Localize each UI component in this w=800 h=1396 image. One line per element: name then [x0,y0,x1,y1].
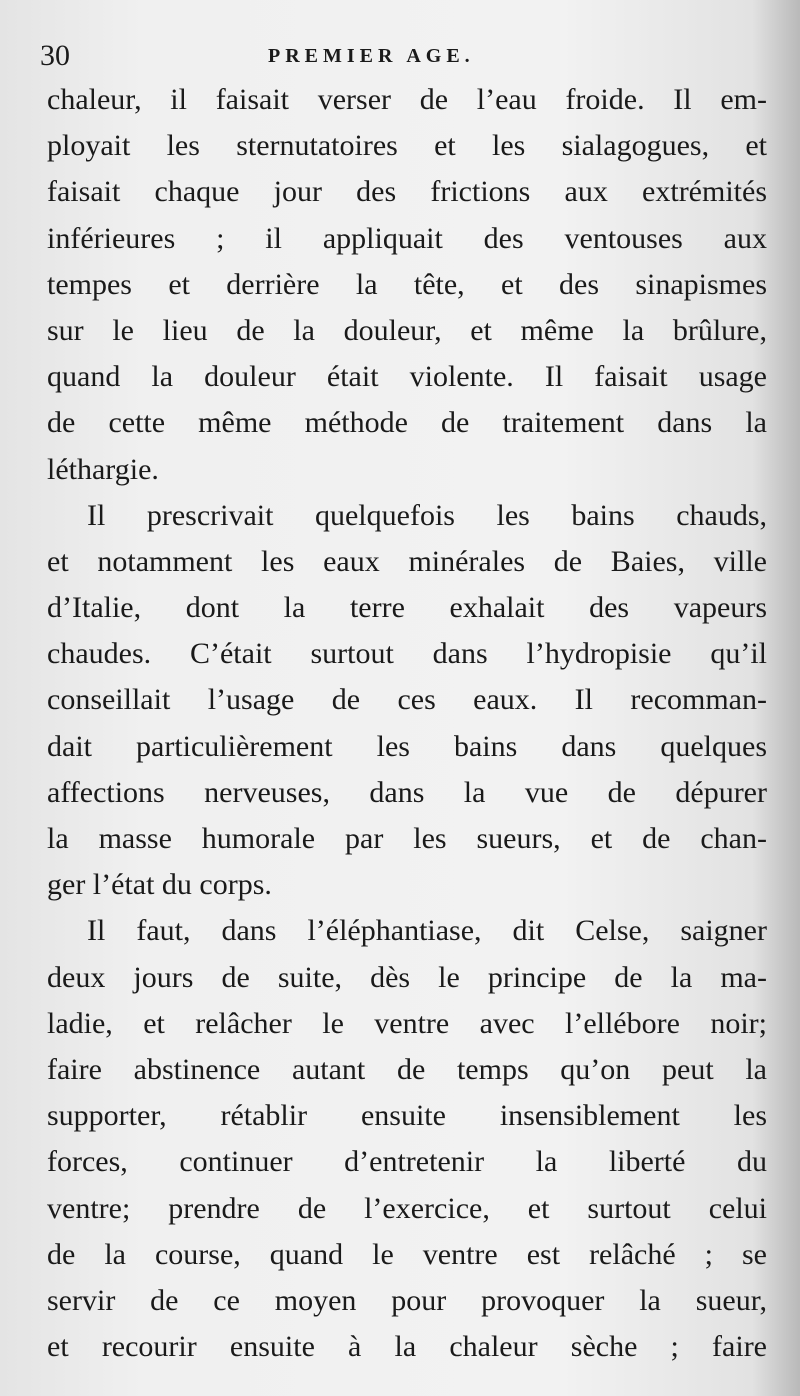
text-line: conseillait l’usage de ces eaux. Il recomman- [47,683,767,717]
text-line: ladie, et relâcher le ventre avec l’ellébore noir; [47,1006,767,1040]
text-line: servir de ce moyen pour provoquer la sueur, [47,1283,767,1317]
text-line: d’Italie, dont la terre exhalait des vapeurs [47,591,767,625]
text-line: de cette même méthode de traitement dans la [47,406,767,440]
text-line: faire abstinence autant de temps qu’on peut la [47,1052,767,1086]
text-line: la masse humorale par les sueurs, et de chan- [47,822,767,855]
page-number: 30 [40,39,70,72]
text-line: ger l’état du corps. [47,868,272,902]
text-line: quand la douleur était violente. Il faisait usage [47,360,767,394]
text-line: chaudes. C’était surtout dans l’hydropisie qu’il [47,637,767,671]
text-line: ventre; prendre de l’exercice, et surtout celui [47,1191,767,1225]
text-line: chaleur, il faisait verser de l’eau froide. Il em- [47,83,767,116]
text-line: inférieures ; il appliquait des ventouses aux [47,221,767,255]
text-line: Il prescrivait quelquefois les bains chauds, [87,498,767,532]
text-line: forces, continuer d’entretenir la liberté du [47,1145,767,1179]
body-text [47,77,767,1370]
text-line: faisait chaque jour des frictions aux extrémités [47,175,767,209]
text-line: et recourir ensuite à la chaleur sèche ; faire [47,1330,767,1364]
text-line: sur le lieu de la douleur, et même la brûlure, [47,313,767,347]
text-line: deux jours de suite, dès le principe de la ma- [47,960,767,994]
text-line: dait particulièrement les bains dans quelques [47,729,767,763]
text-line: et notamment les eaux minérales de Baies, ville [47,544,767,578]
running-head: PREMIER AGE. [268,45,475,67]
text-line: supporter, rétablir ensuite insensiblement les [47,1099,767,1133]
text-line: léthargie. [47,452,159,486]
text-line: de la course, quand le ventre est relâché ; se [47,1237,767,1271]
text-line: affections nerveuses, dans la vue de dépurer [47,775,767,809]
text-line: tempes et derrière la tête, et des sinapismes [47,267,767,301]
text-line: Il faut, dans l’éléphantiase, dit Celse, saigner [87,914,767,948]
text-line: ployait les sternutatoires et les sialagogues, et [47,129,767,163]
